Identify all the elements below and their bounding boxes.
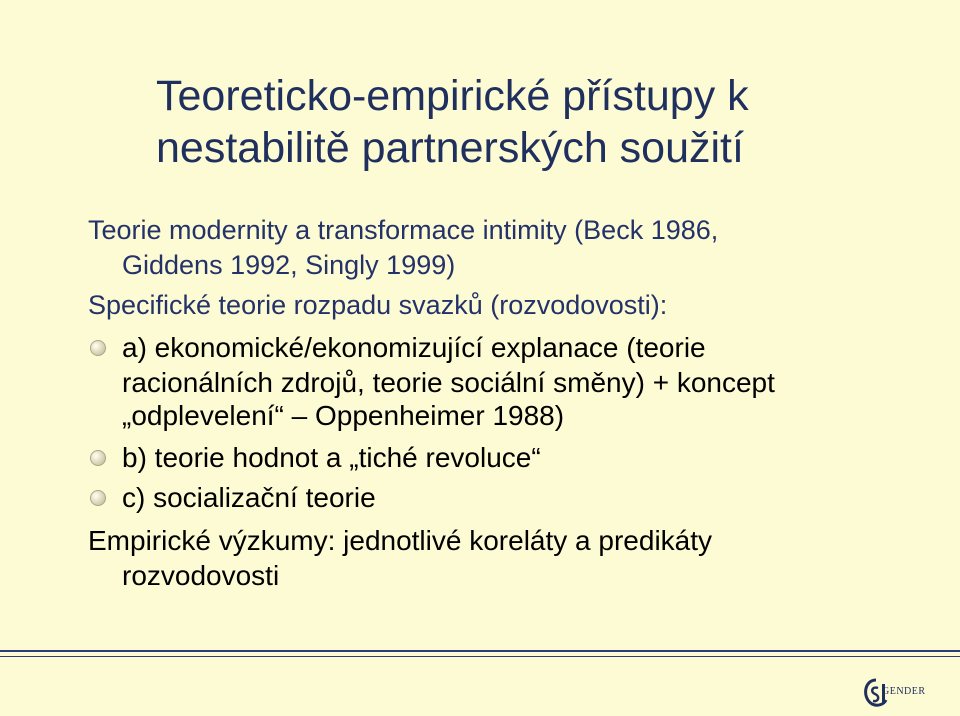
- paragraph-modernity-line-2: Giddens 1992, Singly 1999): [122, 250, 456, 280]
- footer-rule-thin: [0, 656, 960, 657]
- paragraph-modernity-line-1: Teorie modernity a transformace intimity (Beck 1986,: [88, 215, 719, 245]
- item-a-line-3: „odplevelení“ – Oppenheimer 1988): [122, 400, 565, 431]
- bullet-icon: [90, 490, 106, 506]
- logo: [858, 674, 938, 710]
- title-line-2: nestabilitě partnerských soužití: [156, 124, 744, 172]
- item-c: c) socializační teorie: [122, 482, 376, 513]
- logo-text: GENDER: [882, 686, 926, 697]
- paragraph-empirical-line-2: rozvodovosti: [122, 560, 280, 591]
- bullet-icon: [90, 340, 106, 356]
- slide-title: [156, 70, 916, 174]
- paragraph-specific-theories: Specifické teorie rozpadu svazků (rozvodovosti):: [88, 290, 668, 320]
- bullet-icon: [90, 450, 106, 466]
- item-a-line-1: a) ekonomické/ekonomizující explanace (teorie: [122, 332, 706, 363]
- footer-rule: [0, 650, 960, 652]
- paragraph-empirical-line-1: Empirické výzkumy: jednotlivé koreláty a predikáty: [88, 525, 713, 556]
- item-b: b) teorie hodnot a „tiché revoluce“: [122, 442, 541, 473]
- item-a-line-2: racionálních zdrojů, teorie sociální směny) + koncept: [122, 367, 775, 398]
- title-line-1: Teoreticko-empirické přístupy k: [156, 72, 749, 120]
